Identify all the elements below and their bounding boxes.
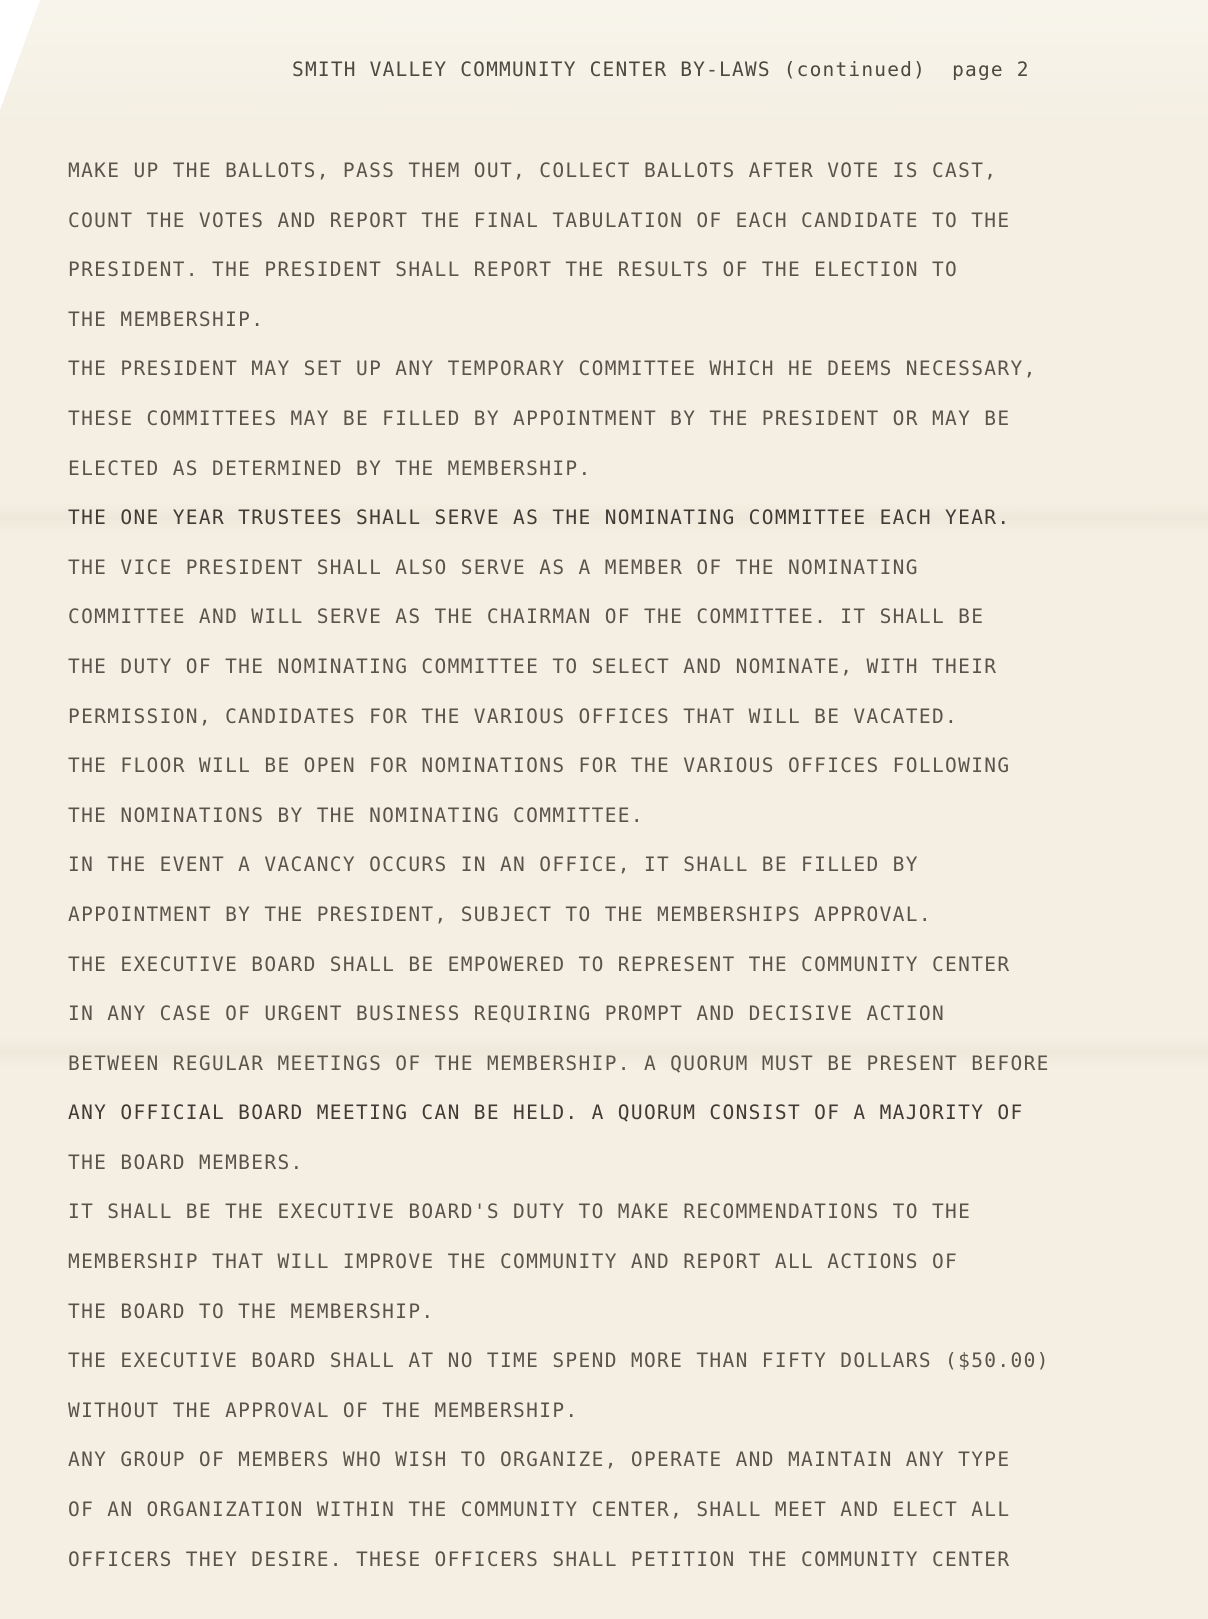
- text-line: IN THE EVENT A VACANCY OCCURS IN AN OFFICE, IT SHALL BE FILLED BY: [68, 853, 919, 877]
- page-header: [292, 58, 1030, 81]
- text-line: THE MEMBERSHIP.: [68, 307, 265, 331]
- text-line: THE ONE YEAR TRUSTEES SHALL SERVE AS THE NOMINATING COMMITTEE EACH YEAR.: [68, 506, 1011, 530]
- text-line: WITHOUT THE APPROVAL OF THE MEMBERSHIP.: [68, 1398, 579, 1422]
- text-line: COUNT THE VOTES AND REPORT THE FINAL TABULATION OF EACH CANDIDATE TO THE: [68, 208, 1011, 232]
- text-line: BETWEEN REGULAR MEETINGS OF THE MEMBERSHIP. A QUORUM MUST BE PRESENT BEFORE: [68, 1051, 1050, 1075]
- text-line: THE PRESIDENT MAY SET UP ANY TEMPORARY COMMITTEE WHICH HE DEEMS NECESSARY,: [68, 357, 1037, 381]
- text-line: ANY OFFICIAL BOARD MEETING CAN BE HELD. A QUORUM CONSIST OF A MAJORITY OF: [68, 1101, 1024, 1125]
- text-line: OF AN ORGANIZATION WITHIN THE COMMUNITY CENTER, SHALL MEET AND ELECT ALL: [68, 1498, 1011, 1522]
- text-line: IT SHALL BE THE EXECUTIVE BOARD'S DUTY TO MAKE RECOMMENDATIONS TO THE: [68, 1200, 972, 1224]
- text-line: APPOINTMENT BY THE PRESIDENT, SUBJECT TO THE MEMBERSHIPS APPROVAL.: [68, 902, 932, 926]
- page-number: page 2: [952, 58, 1030, 81]
- text-line: PERMISSION, CANDIDATES FOR THE VARIOUS OFFICES THAT WILL BE VACATED.: [68, 704, 959, 728]
- text-line: THE VICE PRESIDENT SHALL ALSO SERVE AS A MEMBER OF THE NOMINATING: [68, 555, 919, 579]
- text-line: IN ANY CASE OF URGENT BUSINESS REQUIRING PROMPT AND DECISIVE ACTION: [68, 1002, 946, 1026]
- text-line: THE DUTY OF THE NOMINATING COMMITTEE TO SELECT AND NOMINATE, WITH THEIR: [68, 654, 998, 678]
- text-line: PRESIDENT. THE PRESIDENT SHALL REPORT THE RESULTS OF THE ELECTION TO: [68, 258, 959, 282]
- text-line: THE BOARD TO THE MEMBERSHIP.: [68, 1299, 435, 1323]
- text-line: THESE COMMITTEES MAY BE FILLED BY APPOINTMENT BY THE PRESIDENT OR MAY BE: [68, 406, 1011, 430]
- document-body: [68, 158, 1188, 1596]
- text-line: ELECTED AS DETERMINED BY THE MEMBERSHIP.: [68, 456, 592, 480]
- text-line: MAKE UP THE BALLOTS, PASS THEM OUT, COLLECT BALLOTS AFTER VOTE IS CAST,: [68, 159, 998, 182]
- text-line: THE NOMINATIONS BY THE NOMINATING COMMITTEE.: [68, 803, 644, 827]
- text-line: COMMITTEE AND WILL SERVE AS THE CHAIRMAN OF THE COMMITTEE. IT SHALL BE: [68, 605, 985, 629]
- text-line: THE FLOOR WILL BE OPEN FOR NOMINATIONS FOR THE VARIOUS OFFICES FOLLOWING: [68, 754, 1011, 778]
- text-line: MEMBERSHIP THAT WILL IMPROVE THE COMMUNITY AND REPORT ALL ACTIONS OF: [68, 1250, 959, 1274]
- text-line: THE BOARD MEMBERS.: [68, 1150, 304, 1174]
- text-line: ANY GROUP OF MEMBERS WHO WISH TO ORGANIZE, OPERATE AND MAINTAIN ANY TYPE: [68, 1448, 1011, 1472]
- document-title: SMITH VALLEY COMMUNITY CENTER BY-LAWS (continued): [292, 58, 927, 81]
- text-line: THE EXECUTIVE BOARD SHALL BE EMPOWERED TO REPRESENT THE COMMUNITY CENTER: [68, 952, 1011, 976]
- folded-corner: [0, 0, 40, 110]
- text-line: OFFICERS THEY DESIRE. THESE OFFICERS SHALL PETITION THE COMMUNITY CENTER: [68, 1547, 1011, 1571]
- text-line: THE EXECUTIVE BOARD SHALL AT NO TIME SPEND MORE THAN FIFTY DOLLARS ($50.00): [68, 1349, 1050, 1373]
